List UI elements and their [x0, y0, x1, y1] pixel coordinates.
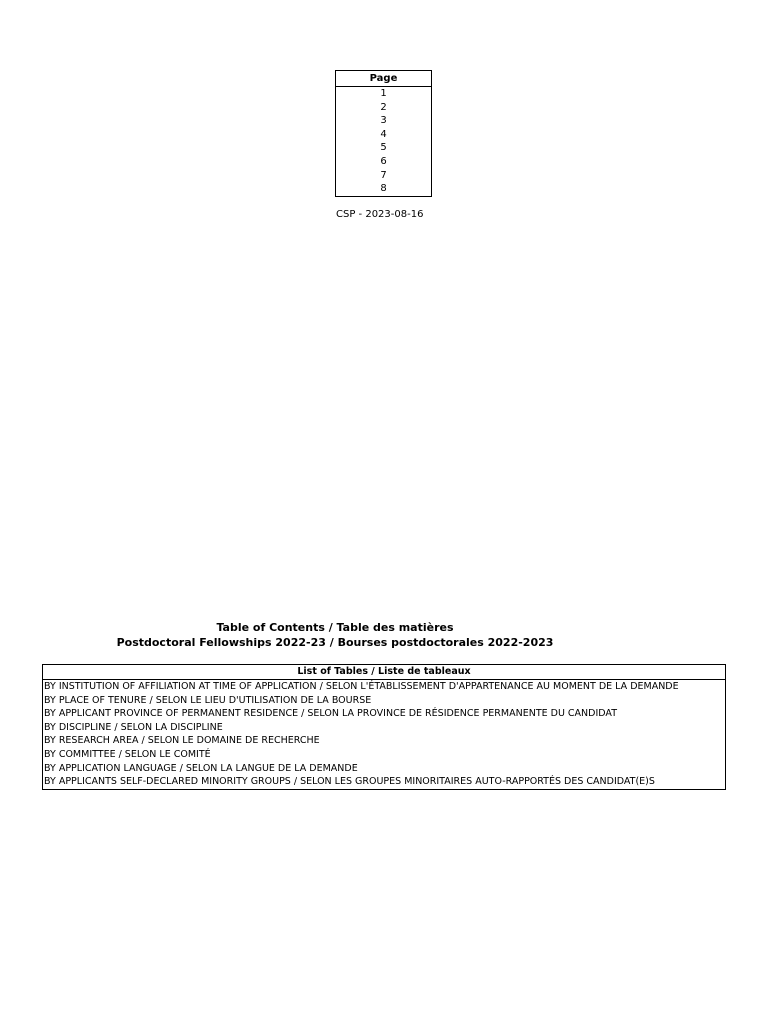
list-item[interactable]: BY RESEARCH AREA / SELON LE DOMAINE DE RECHERCHE [44, 735, 320, 747]
page-number[interactable]: 7 [380, 169, 387, 181]
date-stamp: CSP - 2023-08-16 [336, 209, 424, 220]
page-column-header: Page [336, 71, 431, 87]
page-number[interactable]: 8 [380, 183, 387, 195]
list-of-tables [42, 664, 726, 790]
page-number-table [335, 70, 432, 197]
list-item[interactable]: BY PLACE OF TENURE / SELON LE LIEU D'UTILISATION DE LA BOURSE [44, 694, 372, 706]
page-number[interactable]: 1 [380, 88, 387, 99]
list-of-tables-header: List of Tables / Liste de tableaux [43, 665, 725, 680]
page-number[interactable]: 4 [380, 128, 387, 140]
page-number[interactable]: 3 [380, 115, 387, 127]
toc-title: Table of Contents / Table des matières [216, 621, 454, 634]
list-item[interactable]: BY INSTITUTION OF AFFILIATION AT TIME OF APPLICATION / SELON L'ÉTABLISSEMENT D'APPARTENANCE AU MOMENT DE LA DEMANDE [44, 681, 679, 692]
list-item[interactable]: BY DISCIPLINE / SELON LA DISCIPLINE [44, 721, 223, 733]
list-item[interactable]: BY APPLICANTS SELF-DECLARED MINORITY GROUPS / SELON LES GROUPES MINORITAIRES AUTO-RAPPORTÉS DES CANDIDAT(E)S [44, 776, 655, 788]
list-item[interactable]: BY APPLICANT PROVINCE OF PERMANENT RESIDENCE / SELON LA PROVINCE DE RÉSIDENCE PERMANENTE DU CANDIDAT [44, 708, 617, 720]
list-item[interactable]: BY COMMITTEE / SELON LE COMITÉ [44, 748, 211, 760]
page-number[interactable]: 5 [380, 142, 387, 154]
toc-subtitle: Postdoctoral Fellowships 2022-23 / Bourses postdoctorales 2022-2023 [116, 636, 554, 649]
page-number[interactable]: 2 [380, 101, 387, 113]
page-number[interactable]: 6 [380, 155, 387, 167]
list-item[interactable]: BY APPLICATION LANGUAGE / SELON LA LANGUE DE LA DEMANDE [44, 762, 358, 774]
